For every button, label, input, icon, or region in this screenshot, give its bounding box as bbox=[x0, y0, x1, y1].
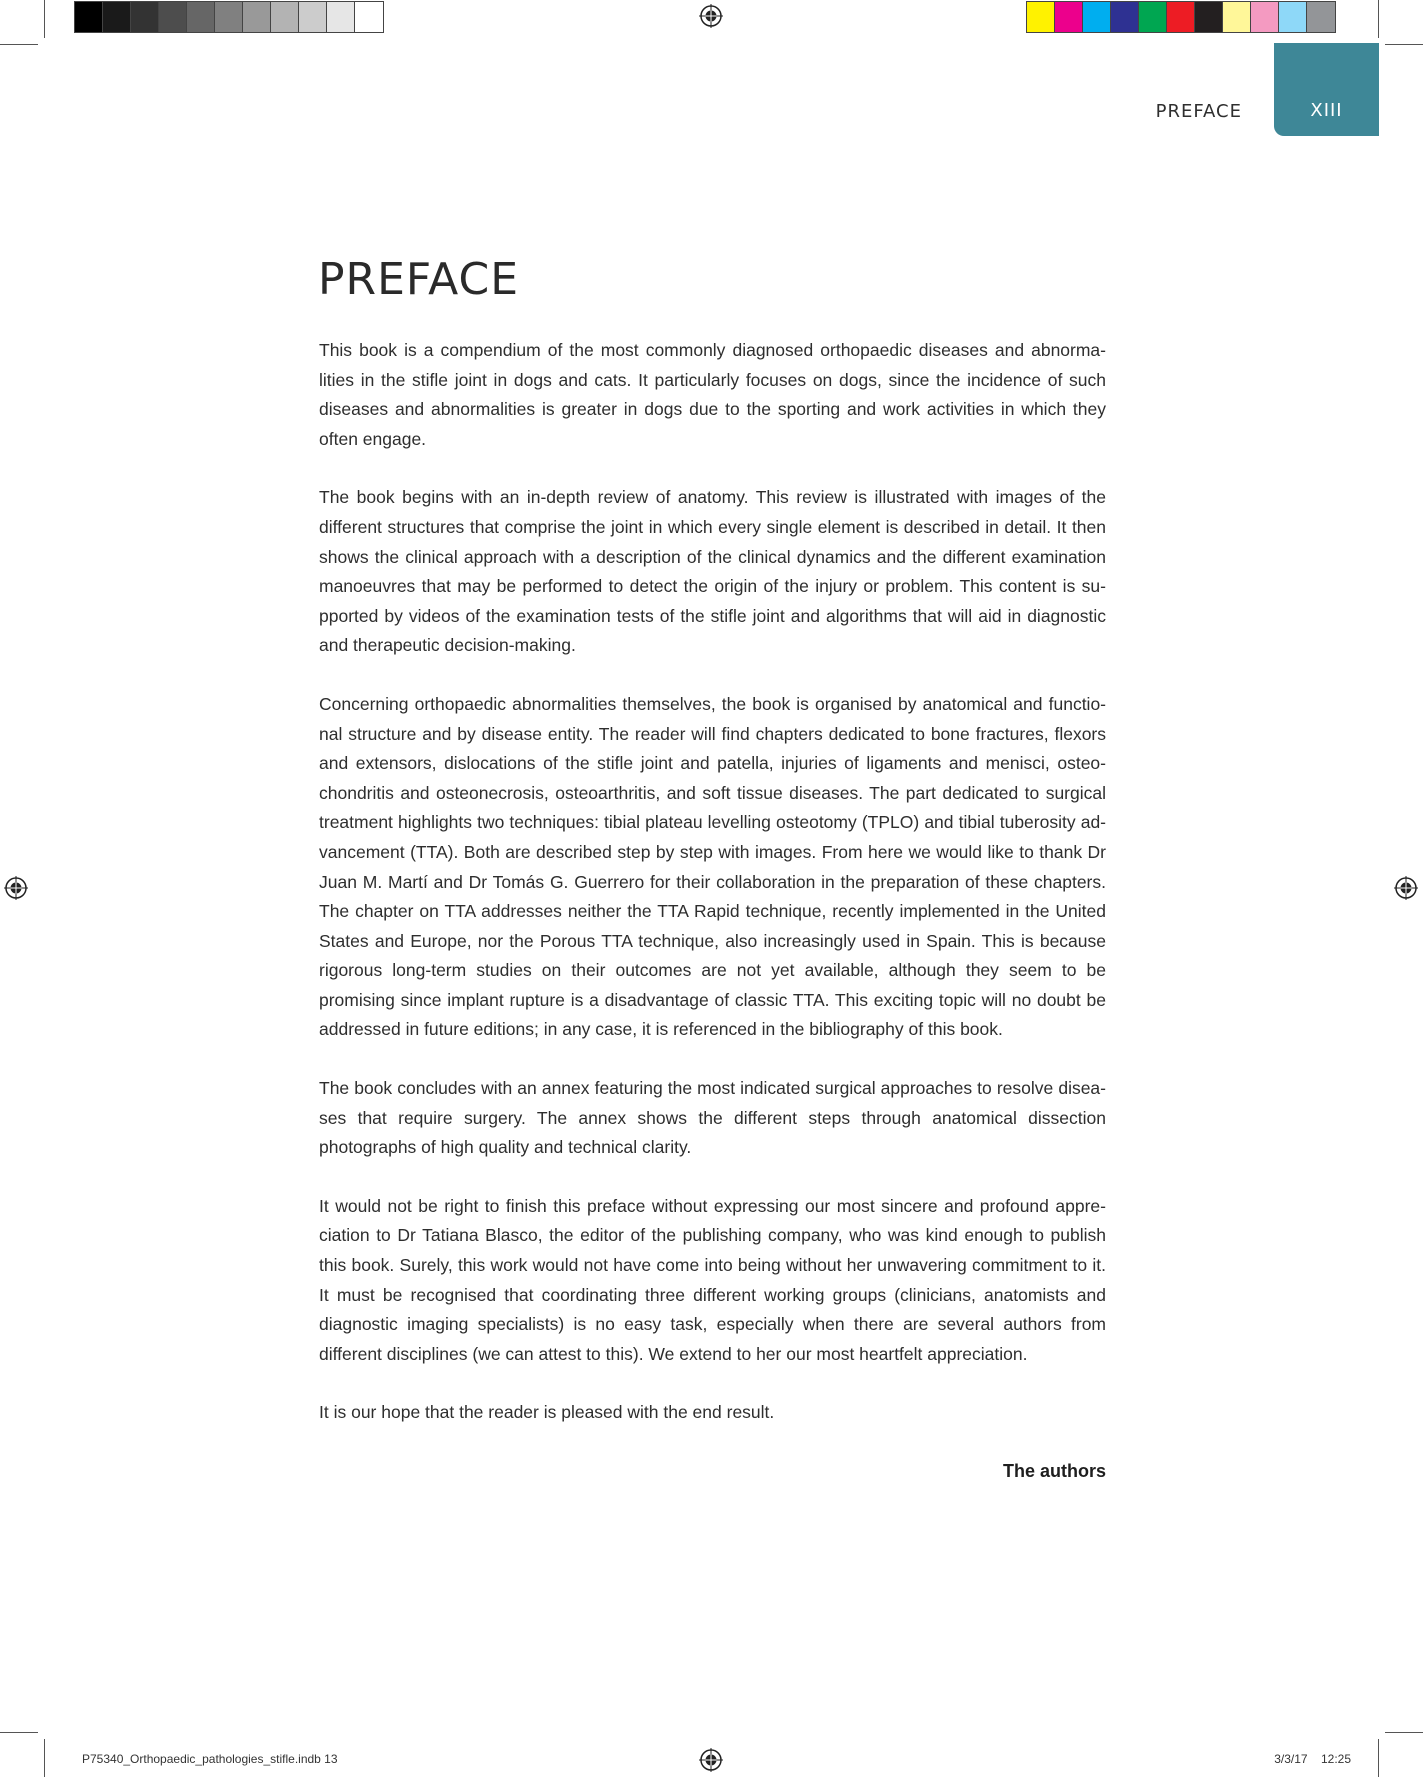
color-swatch bbox=[1279, 2, 1307, 32]
color-swatch bbox=[1139, 2, 1167, 32]
paragraph: The book begins with an in-depth review of anatomy. This review is illustrated with images of the different structures that comprise the joint in which every single element is described in detail. It then shows the clinical approach with a description of the clinical dynamics and the different examination manoeuvres that may be performed to detect the origin of the injury or problem. This content is supported by videos of the examination tests of the stifle joint and algorithms that will aid in diagnostic and therapeutic decision-making. bbox=[319, 487, 1106, 656]
color-swatch bbox=[243, 2, 271, 32]
file-slug: P75340_Orthopaedic_pathologies_stifle.indb 13 bbox=[82, 1752, 338, 1766]
page-number-tab bbox=[1274, 43, 1379, 136]
color-swatch bbox=[1251, 2, 1279, 32]
paragraph: This book is a compendium of the most commonly diagnosed orthopaedic diseases and abnormalities in the stifle joint in dogs and cats. It particularly focuses on dogs, since the incidence of such diseases and abnormalities is greater in dogs due to the sporting and work activities in which they often engage. bbox=[319, 340, 1106, 449]
crop-mark bbox=[44, 1739, 45, 1777]
color-swatch bbox=[215, 2, 243, 32]
crop-mark bbox=[1378, 1739, 1379, 1777]
registration-mark-icon bbox=[1394, 876, 1418, 900]
color-swatch bbox=[1195, 2, 1223, 32]
paragraph: It is our hope that the reader is pleased with the end result. bbox=[319, 1402, 775, 1423]
color-swatch bbox=[1111, 2, 1139, 32]
running-header-title: PREFACE bbox=[1155, 101, 1242, 122]
process-color-bar bbox=[1026, 1, 1336, 33]
color-swatch bbox=[327, 2, 355, 32]
color-swatch bbox=[1167, 2, 1195, 32]
color-swatch bbox=[1027, 2, 1055, 32]
color-swatch bbox=[159, 2, 187, 32]
print-timestamp bbox=[1274, 1752, 1351, 1766]
crop-mark bbox=[1378, 0, 1379, 38]
grayscale-color-bar bbox=[74, 1, 384, 33]
color-swatch bbox=[131, 2, 159, 32]
crop-mark bbox=[0, 44, 38, 45]
page-number: XIII bbox=[1310, 100, 1343, 121]
color-swatch bbox=[1223, 2, 1251, 32]
color-swatch bbox=[103, 2, 131, 32]
color-swatch bbox=[299, 2, 327, 32]
color-swatch bbox=[75, 2, 103, 32]
crop-mark bbox=[1385, 1732, 1423, 1733]
color-swatch bbox=[1055, 2, 1083, 32]
color-swatch bbox=[187, 2, 215, 32]
crop-mark bbox=[44, 0, 45, 38]
print-time: 12:25 bbox=[1320, 1752, 1351, 1766]
color-swatch bbox=[1083, 2, 1111, 32]
crop-mark bbox=[1385, 44, 1423, 45]
color-swatch bbox=[355, 2, 383, 32]
paragraph: Concerning orthopaedic abnormalities themselves, the book is organised by anatomical and functional structure and by disease entity. The reader will find chapters dedicated to bone fractures, flexors and extensors, dislocations of the stifle joint and patella, injuries of ligaments and menisci, osteochondritis and osteonecrosis, osteoarthritis, and soft tissue diseases. The part dedicated to surgical treatment highlights two techniques: tibial plateau levelling osteotomy (TPLO) and tibial tuberosity advancement (TTA). Both are described step by step with images. From here we would like to thank Dr Juan M. Martí and Dr Tomás G. Guerrero for their collaboration in the preparation of these chapters. The chapter on TTA addresses neither the TTA Rapid technique, recently implemented in the United States and Europe, nor the Porous TTA technique, also increasingly used in Spain. This is because rigorous long-term studies on their outcomes are not yet available, although they seem to be promising since implant rupture is a disadvantage of classic TTA. This exciting topic will no doubt be addressed in future editions; in any case, it is referenced in the bibliography of this book. bbox=[319, 693, 1106, 1040]
page-title: PREFACE bbox=[318, 254, 520, 305]
crop-mark bbox=[0, 1732, 38, 1733]
preface-body bbox=[319, 336, 1106, 1487]
signature: The authors bbox=[1002, 1461, 1106, 1481]
paragraph: The book concludes with an annex featuring the most indicated surgical approaches to resolve diseases that require surgery. The annex shows the different steps through anatomical dissection photographs of high quality and technical clarity. bbox=[319, 1078, 1106, 1158]
print-date: 3/3/17 bbox=[1274, 1752, 1308, 1766]
color-swatch bbox=[1307, 2, 1335, 32]
registration-mark-icon bbox=[699, 1748, 723, 1772]
registration-mark-icon bbox=[699, 4, 723, 28]
registration-mark-icon bbox=[4, 876, 28, 900]
color-swatch bbox=[271, 2, 299, 32]
paragraph: It would not be right to finish this preface without expressing our most sincere and profound appreciation to Dr Tatiana Blasco, the editor of the publishing company, who was kind enough to publish this book. Surely, this work would not have come into being without her unwavering commitment to it. It must be recognised that coordinating three different working groups (clinicians, anatomists and diagnostic imaging specialists) is no easy task, especially when there are several authors from different disciplines (we can attest to this). We extend to her our most heartfelt appreciation. bbox=[319, 1195, 1106, 1364]
